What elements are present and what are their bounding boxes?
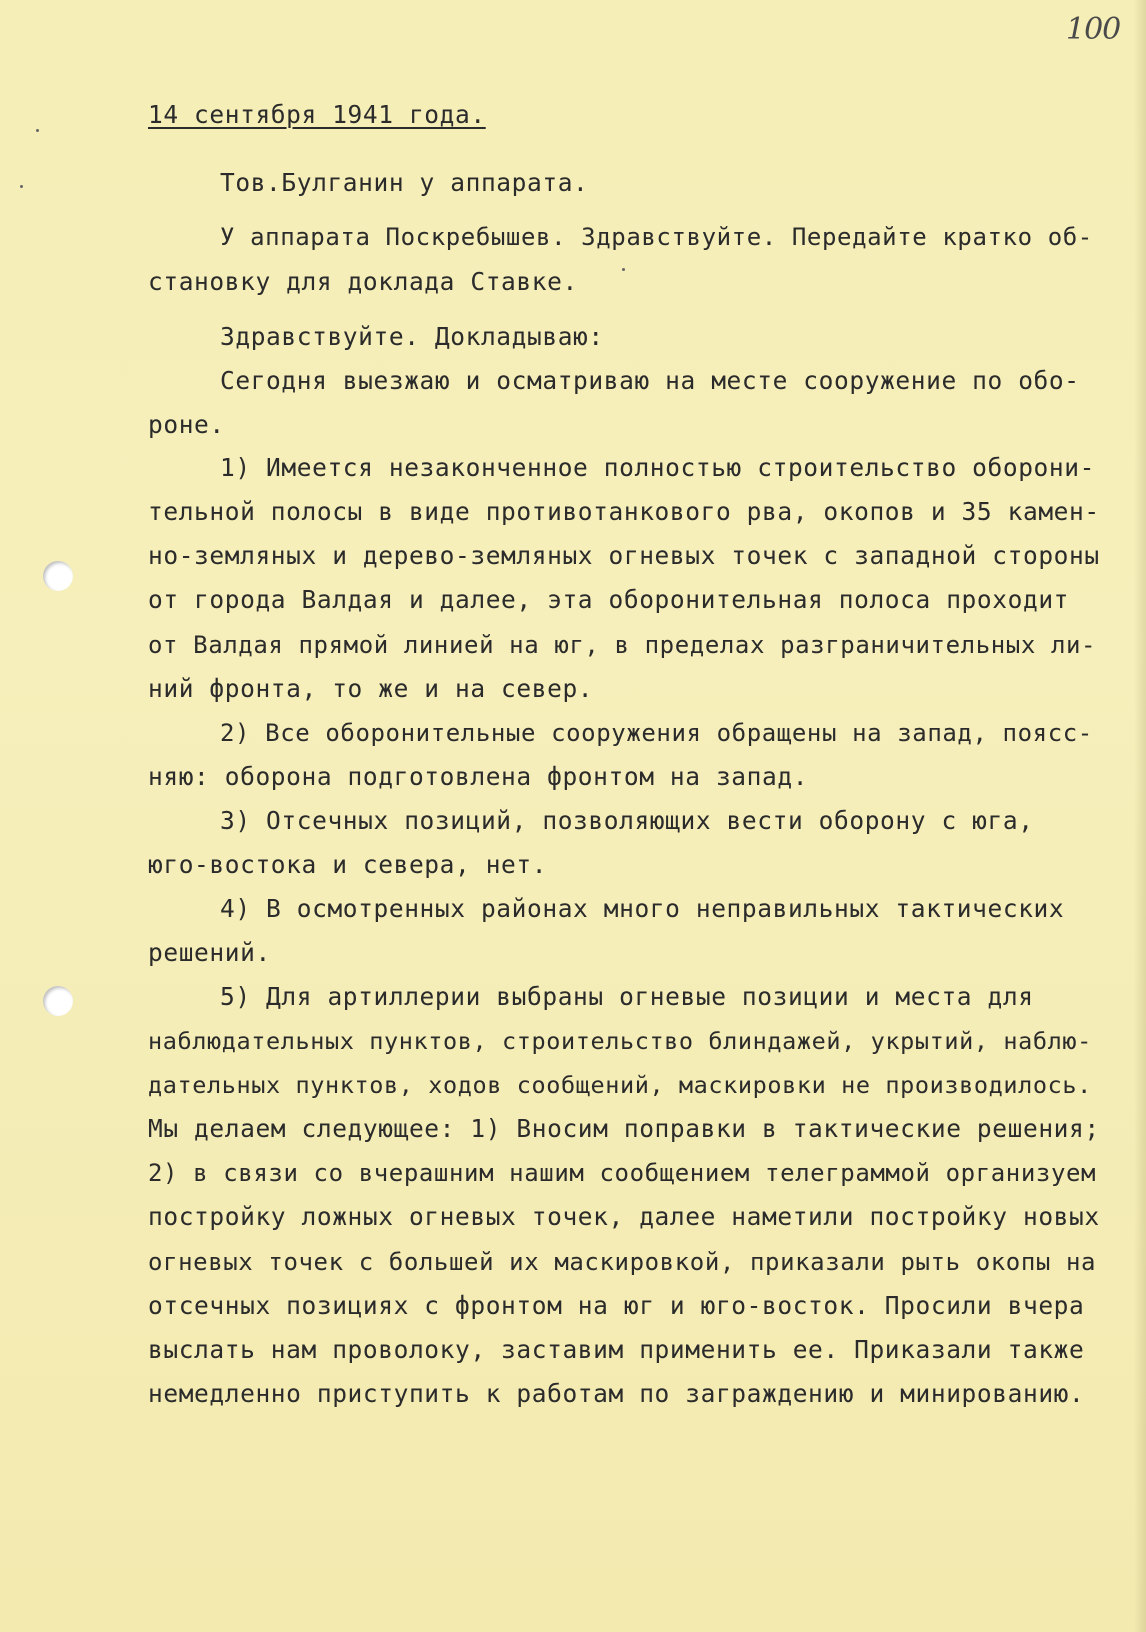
margin-mark	[622, 268, 625, 271]
text-line: ний фронта, то же и на север.	[148, 674, 594, 703]
text-line: 3) Отсечных позиций, позволяющих вести оборону с юга,	[220, 806, 1034, 835]
text-line: наблюдательных пунктов, строительство блиндажей, укрытий, наблю-	[148, 1027, 1092, 1055]
text-line: тельной полосы в виде противотанкового рва, окопов и 35 камен-	[148, 497, 1100, 526]
text-line: юго-востока и севера, нет.	[148, 850, 548, 879]
text-line: решений.	[148, 938, 271, 967]
text-line: Мы делаем следующее: 1) Вносим поправки в тактические решения;	[148, 1114, 1100, 1143]
text-line: Тов.Булганин у аппарата.	[220, 168, 589, 197]
text-line: выслать нам проволоку, заставим применить ее. Приказали также	[148, 1335, 1085, 1364]
punch-hole-top	[43, 561, 73, 591]
margin-mark	[20, 185, 23, 188]
text-line: от Валдая прямой линией на юг, в пределах разграничительных ли-	[148, 631, 1097, 659]
text-line: огневых точек с большей их маскировкой, приказали рыть окопы на	[148, 1248, 1097, 1276]
text-line: 2) Все оборонительные сооружения обращены на запад, поясс-	[220, 719, 1093, 747]
text-line: 1) Имеется незаконченное полностью строительство оборони-	[220, 453, 1095, 482]
text-line: 4) В осмотренных районах много неправильных тактических	[220, 894, 1065, 923]
text-line: немедленно приступить к работам по заграждению и минированию.	[148, 1379, 1085, 1408]
text-line: 2) в связи со вчерашним нашим сообщением телеграммой организуем	[148, 1159, 1097, 1187]
text-line: У аппарата Поскребышев. Здравствуйте. Передайте кратко об-	[220, 223, 1093, 251]
text-line: но-земляных и дерево-земляных огневых точек с западной стороны	[148, 541, 1100, 570]
text-line: отсечных позициях с фронтом на юг и юго-восток. Просили вчера	[148, 1291, 1085, 1320]
text-line: няю: оборона подготовлена фронтом на запад.	[148, 762, 809, 791]
text-line: становку для доклада Ставке.	[148, 267, 578, 296]
text-line: от города Валдая и далее, эта оборонительная полоса проходит	[148, 585, 1070, 614]
text-line: постройку ложных огневых точек, далее наметили постройку новых	[148, 1202, 1100, 1231]
handwritten-page-number: 100	[1066, 12, 1121, 47]
text-line: дательных пунктов, ходов сообщений, маскировки не производилось.	[148, 1071, 1092, 1099]
paper-edge-shadow	[1134, 0, 1146, 1632]
text-line: Здравствуйте. Докладываю:	[220, 322, 604, 351]
text-line: роне.	[148, 410, 225, 439]
document-date: 14 сентября 1941 года.	[148, 100, 486, 129]
punch-hole-bottom	[43, 986, 73, 1016]
text-line: 5) Для артиллерии выбраны огневые позиции и места для	[220, 982, 1034, 1011]
text-line: Сегодня выезжаю и осматриваю на месте сооружение по обо-	[220, 366, 1080, 395]
margin-mark	[36, 129, 39, 132]
